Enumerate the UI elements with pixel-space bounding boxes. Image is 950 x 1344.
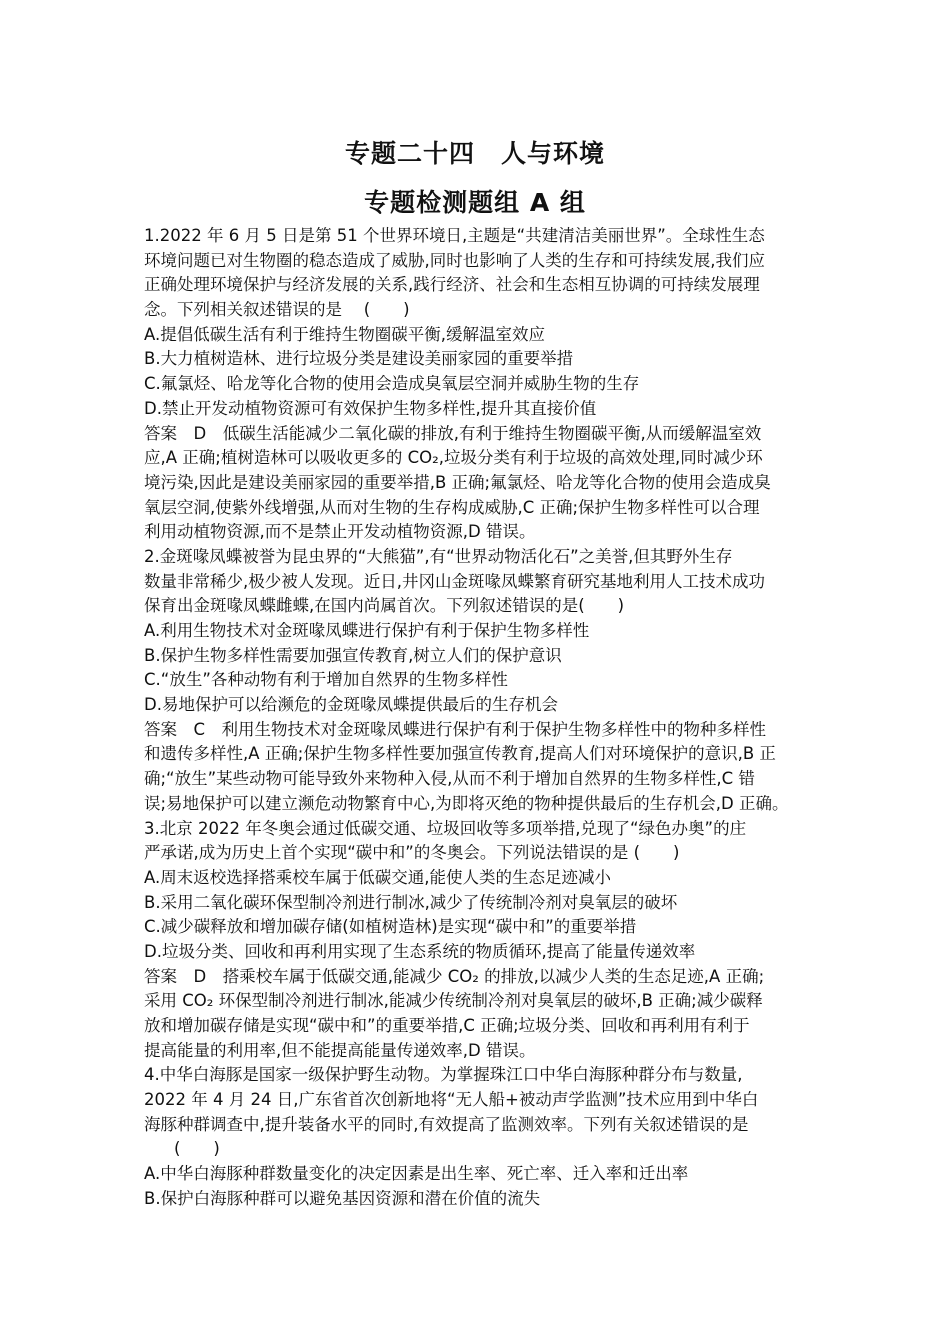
- option-line: D.易地保护可以给濒危的金斑喙凤蝶提供最后的生存机会: [144, 695, 558, 715]
- answer-line: 误;易地保护可以建立濒危动物繁育中心,为即将灭绝的物种提供最后的生存机会,D 正确。: [144, 793, 789, 813]
- option-line: C.减少碳释放和增加碳存储(如植树造林)是实现“碳中和”的重要举措: [144, 917, 637, 937]
- text-line: 保育出金斑喙凤蝶雌蝶,在国内尚属首次。下列叙述错误的是( ): [144, 596, 625, 616]
- text-line: 2022 年 4 月 24 日,广东省首次创新地将“无人船+被动声学监测”技术应用到中华白: [144, 1090, 759, 1110]
- option-line: B.保护生物多样性需要加强宣传教育,树立人们的保护意识: [144, 645, 562, 665]
- text-line: 3.北京 2022 年冬奥会通过低碳交通、垃圾回收等多项举措,兑现了“绿色办奥”的庄: [144, 818, 747, 838]
- answer-line: 确;“放生”某些动物可能导致外来物种入侵,从而不利于增加自然界的生物多样性,C 错: [144, 769, 755, 789]
- text-line: 4.中华白海豚是国家一级保护野生动物。为掌握珠江口中华白海豚种群分布与数量,: [144, 1065, 743, 1085]
- answer-bracket: ( ): [174, 1139, 220, 1159]
- text-line: 1.2022 年 6 月 5 日是第 51 个世界环境日,主题是“共建清洁美丽世界”。全球性生态: [144, 226, 765, 245]
- answer-line: 境污染,因此是建设美丽家园的重要举措,B 正确;氟氯烃、哈龙等化合物的使用会造成臭: [144, 472, 771, 492]
- text-line: 正确处理环境保护与经济发展的关系,践行经济、社会和生态相互协调的可持续发展理: [144, 275, 760, 295]
- option-line: B.采用二氧化碳环保型制冷剂进行制冰,减少了传统制冷剂对臭氧层的破坏: [144, 892, 678, 912]
- text-line: 环境问题已对生物圈的稳态造成了威胁,同时也影响了人类的生存和可持续发展,我们应: [144, 250, 765, 270]
- answer-line: 和遗传多样性,A 正确;保护生物多样性要加强宣传教育,提高人们对环境保护的意识,B 正: [144, 744, 776, 764]
- option-line: D.禁止开发动植物资源可有效保护生物多样性,提升其直接价值: [144, 398, 597, 418]
- option-line: D.垃圾分类、回收和再利用实现了生态系统的物质循环,提高了能量传递效率: [144, 941, 696, 961]
- answer-line: 答案 D 搭乘校车属于低碳交通,能减少 CO₂ 的排放,以减少人类的生态足迹,A 正确;: [144, 966, 765, 986]
- option-line: A.周末返校选择搭乘校车属于低碳交通,能使人类的生态足迹减小: [144, 867, 611, 887]
- text-line: 海豚种群调查中,提升装备水平的同时,有效提高了监测效率。下列有关叙述错误的是: [144, 1114, 749, 1134]
- answer-line: 采用 CO₂ 环保型制冷剂进行制冰,能减少传统制冷剂对臭氧层的破坏,B 正确;减少碳释: [144, 991, 763, 1011]
- option-line: C.氟氯烃、哈龙等化合物的使用会造成臭氧层空洞并威胁生物的生存: [144, 374, 640, 394]
- answer-line: 氧层空洞,使紫外线增强,从而对生物的生存构成威胁,C 正确;保护生物多样性可以合理: [144, 497, 760, 517]
- text-line: 2.金斑喙凤蝶被誉为昆虫界的“大熊猫”,有“世界动物活化石”之美誉,但其野外生存: [144, 546, 733, 566]
- page-title: 专题二十四 人与环境: [344, 139, 605, 168]
- option-line: A.利用生物技术对金斑喙凤蝶进行保护有利于保护生物多样性: [144, 621, 590, 640]
- document-body: [144, 224, 824, 1212]
- option-line: B.大力植树造林、进行垃圾分类是建设美丽家园的重要举措: [144, 349, 574, 369]
- answer-line: 放和增加碳存储是实现“碳中和”的重要举措,C 正确;垃圾分类、回收和再利用有利于: [144, 1016, 750, 1035]
- page-subtitle: 专题检测题组 A 组: [364, 188, 586, 217]
- text-line: 数量非常稀少,极少被人发现。近日,井冈山金斑喙凤蝶繁育研究基地利用人工技术成功: [144, 571, 765, 591]
- answer-line: 答案 C 利用生物技术对金斑喙凤蝶进行保护有利于保护生物多样性中的物种多样性: [144, 719, 767, 739]
- option-line: C.“放生”各种动物有利于增加自然界的生物多样性: [144, 670, 508, 690]
- option-line: A.提倡低碳生活有利于维持生物圈碳平衡,缓解温室效应: [144, 324, 545, 344]
- answer-line: 利用动植物资源,而不是禁止开发动植物资源,D 错误。: [144, 522, 536, 542]
- answer-line: 应,A 正确;植树造林可以吸收更多的 CO₂,垃圾分类有利于垃圾的高效处理,同时减少环: [144, 448, 763, 468]
- option-line: B.保护白海豚种群可以避免基因资源和潜在价值的流失: [144, 1188, 541, 1208]
- text-line: 严承诺,成为历史上首个实现“碳中和”的冬奥会。下列说法错误的是 ( ): [144, 843, 680, 863]
- text-line: 念。下列相关叙述错误的是 ( ): [144, 300, 410, 320]
- option-line: A.中华白海豚种群数量变化的决定因素是出生率、死亡率、迁入率和迁出率: [144, 1164, 689, 1184]
- answer-line: 提高能量的利用率,但不能提高能量传递效率,D 错误。: [144, 1040, 536, 1060]
- answer-line: 答案 D 低碳生活能减少二氧化碳的排放,有利于维持生物圈碳平衡,从而缓解温室效: [144, 423, 762, 443]
